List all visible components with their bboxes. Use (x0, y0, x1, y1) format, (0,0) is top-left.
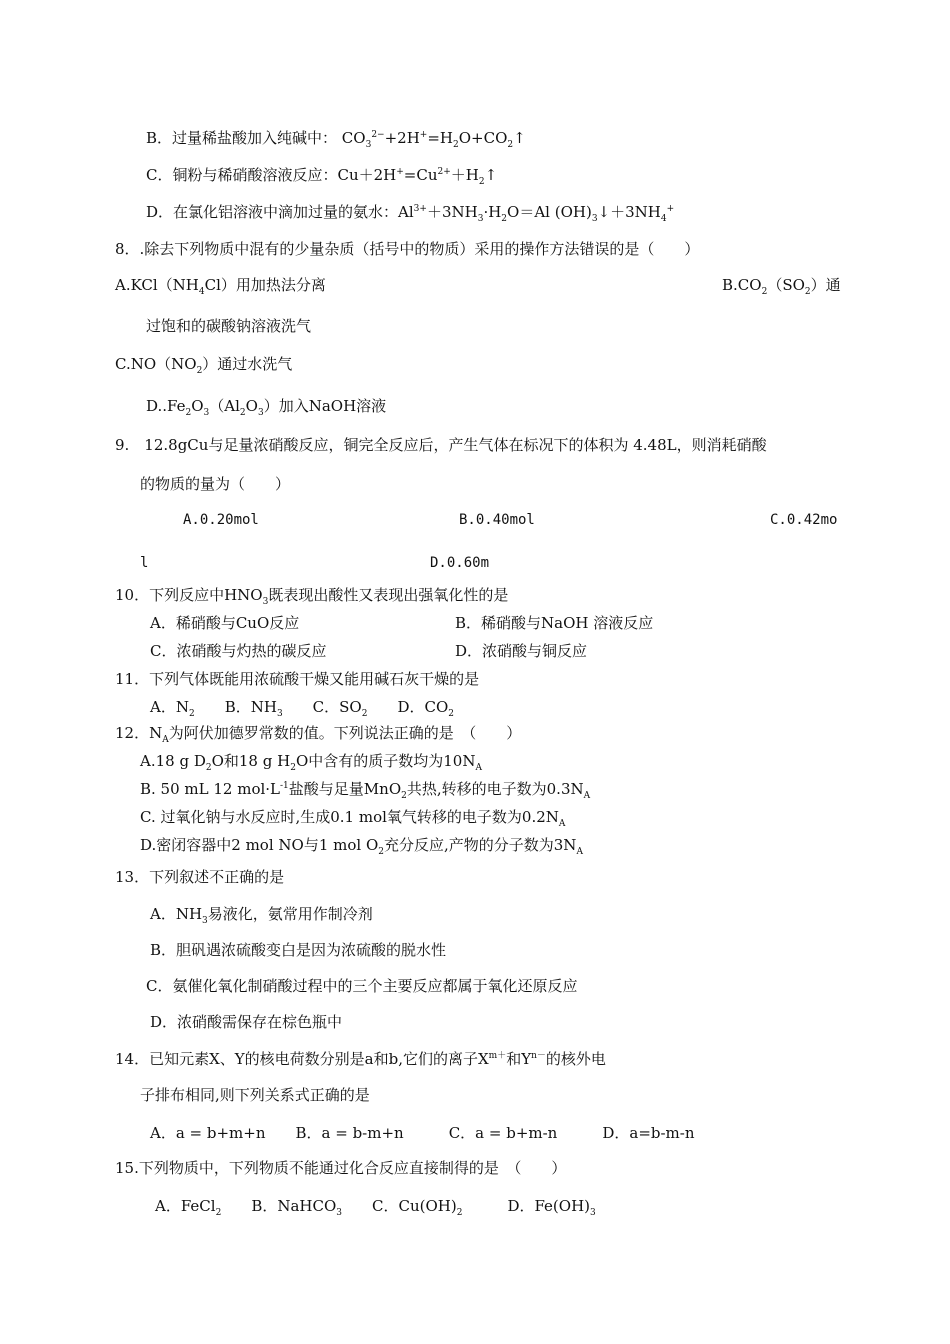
q8-option-d: $D..Fe_2O_3(Al_2O_3)$加入NaOH溶液 (146, 397, 387, 418)
q8-stem: 8．.除去下列物质中混有的少量杂质（括号中的物质）采用的操作方法错误的是（ ） (115, 240, 700, 258)
q13-option-d: D．浓硝酸需保存在棕色瓶中 (150, 1013, 343, 1031)
q9-option-c-continued: l (140, 555, 149, 571)
q15-stem: 15.下列物质中，下列物质不能通过化合反应直接制得的是 （ ） (115, 1159, 567, 1177)
q14-stem-continued: 子排布相同,则下列关系式正确的是 (140, 1086, 370, 1104)
q9-stem: 9. 12.8gCu与足量浓硝酸反应，铜完全反应后，产生气体在标况下的体积为 4.48L，则消耗硝酸 (115, 436, 767, 454)
q7-option-d: D．在氯化铝溶液中滴加过量的氨水：$Al^{3+}+3NH_3\cdot H_2O=Al$ $(OH)_3↓+3NH_4^+$ (146, 203, 675, 224)
q10-option-d: D．浓硝酸与铜反应 (455, 642, 588, 660)
q9-option-c: C.0.42mo (770, 512, 838, 528)
q15-options: A．FeCl$_2$ B．NaHCO$_3$ C．$Cu(OH)_2$ D．$Fe(OH)_3$ (155, 1197, 596, 1218)
q11-options: A．$N_2$ B．$NH_3$ C．$SO_2$ D．$CO_2$ (150, 698, 455, 719)
q13-option-a: A．$NH_3$易液化，氨常用作制冷剂 (150, 905, 373, 926)
q9-option-d: D.0.60m (430, 555, 490, 571)
q8-option-b-continued: 过饱和的碳酸钠溶液洗气 (146, 317, 312, 335)
q14-stem: 14．已知元素X、Y的核电荷数分别是a和b,它们的离子$X^{m+}$和$Y^{n-}$的核外电 (115, 1050, 606, 1068)
q9-option-b: B.0.40mol (459, 512, 535, 528)
q13-option-b: B．胆矾遇浓硫酸变白是因为浓硫酸的脱水性 (150, 941, 447, 959)
q10-option-c: C．浓硝酸与灼热的碳反应 (150, 642, 327, 660)
q9-stem-continued: 的物质的量为（ ） (140, 475, 291, 493)
q13-stem: 13．下列叙述不正确的是 (115, 868, 285, 886)
q10-option-a: A．稀硝酸与CuO反应 (150, 614, 300, 632)
q8-option-a: $A.KCl(NH_4Cl)$用加热法分离 (115, 276, 326, 297)
q10-option-b: B．稀硝酸与NaOH 溶液反应 (455, 614, 654, 632)
q12-option-c: C. 过氧化钠与水反应时,生成0.1 mol氧气转移的电子数为$0.2N_A$ (140, 808, 566, 829)
q10-stem: 10．下列反应中$HNO_3$既表现出酸性又表现出强氧化性的是 (115, 586, 509, 607)
q12-stem: 12．$N_A$为阿伏加德罗常数的值。下列说法正确的是 （ ） (115, 724, 522, 745)
q14-options: A．a = b+m+n B．a = b-m+n C．a = b+m-n D．a=b-m-n (150, 1124, 695, 1142)
q11-stem: 11．下列气体既能用浓硫酸干燥又能用碱石灰干燥的是 (115, 670, 480, 688)
q8-option-b: $B.CO_2(SO_2)$通 (722, 276, 841, 297)
q9-option-a: A.0.20mol (183, 512, 259, 528)
q12-option-b: B. 50 mL 12 $mol\cdot L^{-1}$盐酸与足量MnO$_2$共热,转移的电子数为$0.3N_A$ (140, 780, 591, 801)
q12-option-a: A.18 g $D_2O$和18 g $H_2O$中含有的质子数均为$10N_A$ (140, 752, 482, 773)
q13-option-c: C．氨催化氧化制硝酸过程中的三个主要反应都属于氧化还原反应 (146, 977, 578, 995)
q7-option-b: B．过量稀盐酸加入纯碱中： $CO_3^{2-}+2H^+=H_2O+CO_2↑$ (146, 129, 526, 150)
q8-option-c: $C.NO(NO_2)$通过水洗气 (115, 355, 293, 376)
q7-option-c: C．铜粉与稀硝酸溶液反应：$Cu+2H^+=Cu^{2+}+H_2↑$ (146, 166, 498, 187)
q12-option-d: D.密闭容器中2 mol NO与1 mol $O_2$充分反应,产物的分子数为$3N_A$ (140, 836, 583, 857)
